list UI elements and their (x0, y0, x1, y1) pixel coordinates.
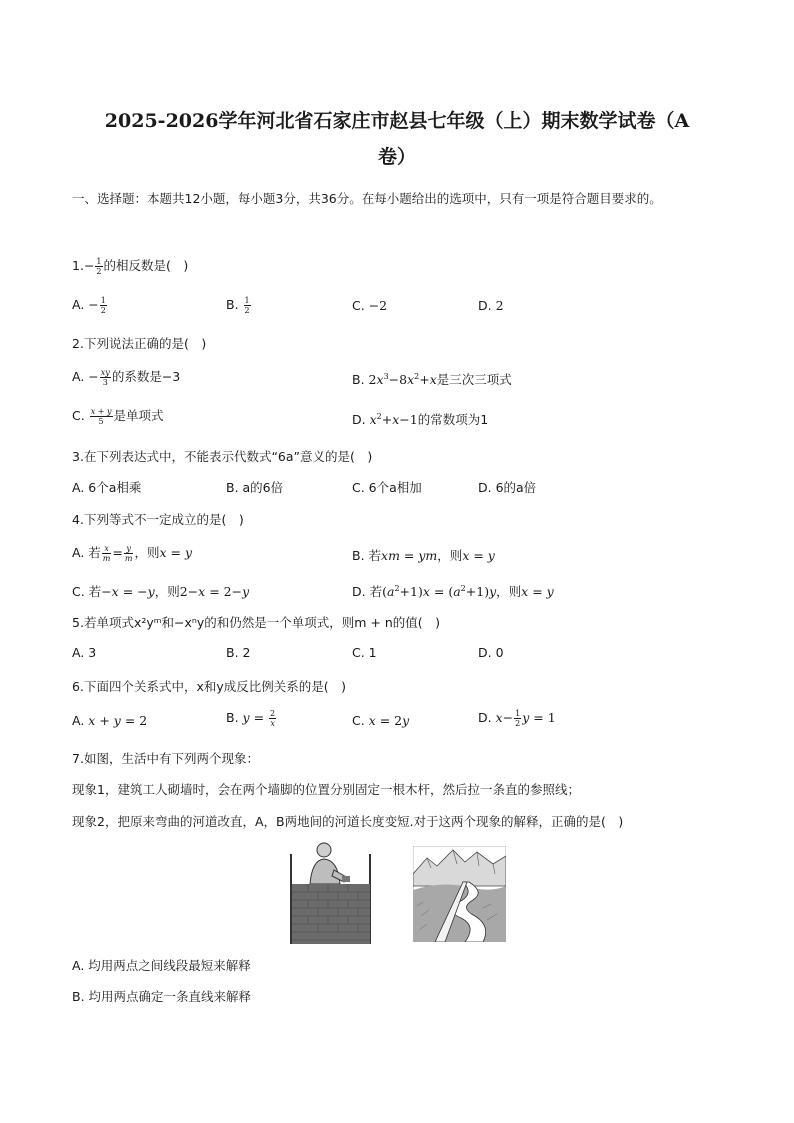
question-3: 3.在下列表达式中，不能表示代数式“6a”意义的是( ) (72, 449, 373, 464)
option-4c: C. 若−x = −y，则2−x = 2−y (72, 584, 250, 599)
question-7: 7.如图，生活中有下列两个现象： (72, 751, 259, 766)
phenomenon-1: 现象1，建筑工人砌墙时，会在两个墙脚的位置分别固定一根木杆，然后拉一条直的参照线； (72, 782, 580, 797)
option-1d: D. 2 (478, 298, 504, 313)
option-1a: A. − $\frac{1}{2}$ (72, 296, 106, 315)
option-5a: A. 3 (72, 645, 97, 660)
option-6b: B. y = $\frac{2}{x}$ (226, 709, 276, 728)
question-stem: 的相反数是( ) (103, 258, 189, 273)
option-2a: A. − $\frac{xy}{3}$ 的系数是−3 (72, 368, 181, 387)
option-4d: D. 若$(a^2+1)x = (a^2+1)y$，则x = y (352, 583, 554, 599)
option-1c: C. −2 (352, 298, 388, 313)
option-3c: C. 6个a相加 (352, 480, 422, 495)
option-7b: B. 均用两点确定一条直线来解释 (72, 989, 252, 1004)
question-5: 5.若单项式x²yᵐ和−xⁿy的和仍然是一个单项式，则m + n的值( ) (72, 615, 441, 630)
option-2d: D. $x^2+x-1$的常数项为1 (352, 411, 489, 427)
option-3b: B. a的6倍 (226, 480, 284, 495)
option-6d: D. x− $\frac{1}{2}$ y = 1 (478, 709, 556, 728)
option-5b: B. 2 (226, 645, 251, 660)
exam-title (60, 103, 734, 175)
question-number: 1. (72, 258, 84, 273)
option-1b: B. $\frac{1}{2}$ (226, 296, 250, 315)
option-4a: A. 若 $\frac{x}{m}$ = $\frac{y}{m}$ ，则x = y (72, 544, 193, 563)
question-2: 2.下列说法正确的是( ) (72, 336, 207, 351)
bricklayer-illustration (288, 840, 374, 944)
option-2c: C. $\frac{x + y}{5}$ 是单项式 (72, 407, 164, 426)
question-6: 6.下面四个关系式中，x和y成反比例关系的是( ) (72, 679, 346, 694)
option-7a: A. 均用两点之间线段最短来解释 (72, 958, 251, 973)
option-5c: C. 1 (352, 645, 377, 660)
question-4: 4.下列等式不一定成立的是( ) (72, 512, 244, 527)
question-1: 1.− $\frac{1}{2}$ 的相反数是( ) (72, 257, 189, 276)
option-3a: A. 6个a相乘 (72, 480, 142, 495)
option-2b: B. $2x^3-8x^2+x$是三次三项式 (352, 371, 512, 387)
phenomenon-2: 现象2，把原来弯曲的河道改直，A，B两地间的河道长度变短.对于这两个现象的解释，正确的是( ) (72, 814, 624, 829)
option-6a: A. x + y = 2 (72, 713, 148, 728)
title-line-1: 2025-2026学年河北省石家庄市赵县七年级（上）期末数学试卷（A (104, 110, 690, 132)
option-4b: B. 若xm = ym，则x = y (352, 548, 495, 563)
option-6c: C. x = 2y (352, 713, 410, 728)
option-5d: D. 0 (478, 645, 504, 660)
river-landscape-illustration (413, 846, 506, 942)
title-line-2: 卷） (377, 146, 416, 168)
section-heading: 一、选择题：本题共12小题，每小题3分，共36分。在每小题给出的选项中，只有一项是符合题目要求的。 (72, 191, 662, 206)
option-3d: D. 6的a倍 (478, 480, 537, 495)
